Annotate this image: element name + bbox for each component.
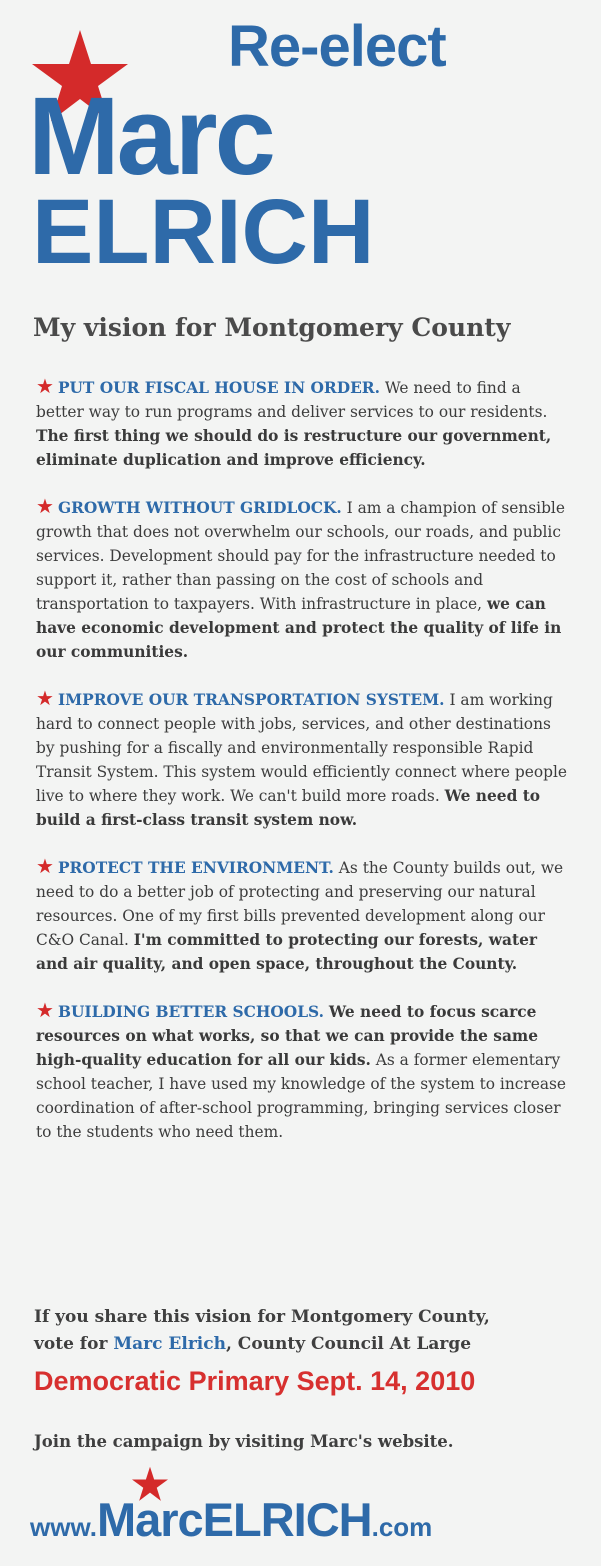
plank-environment bbox=[36, 856, 570, 976]
plank-text: I am a champion of sensible growth that does not overwhelm our schools, our roads, and public services. Development should pay for the infrastructure needed to support it, rather than passing on the cost of schools and transportation to taxpayers. With infrastructure in place, bbox=[36, 499, 565, 613]
reelect-heading: Re-elect bbox=[228, 14, 446, 79]
closing-line-1: If you share this vision for Montgomery County, bbox=[34, 1307, 490, 1327]
star-icon: ★ bbox=[36, 854, 54, 878]
plank-heading: PUT OUR FISCAL HOUSE IN ORDER. bbox=[57, 379, 380, 397]
star-icon: ★ bbox=[36, 374, 54, 398]
plank-text: As a former elementary school teacher, I have used my knowledge of the system to increase coordination of after-school programming, bringing services closer to the students who need them. bbox=[36, 1051, 567, 1141]
website-url[interactable] bbox=[30, 1492, 590, 1562]
plank-bold-text: We need to build a first-class transit system now. bbox=[36, 787, 541, 829]
plank-transportation bbox=[36, 688, 570, 832]
star-icon: ★ bbox=[36, 494, 54, 518]
plank-heading: PROTECT THE ENVIRONMENT. bbox=[57, 859, 334, 877]
primary-date: Democratic Primary Sept. 14, 2010 bbox=[34, 1366, 476, 1396]
plank-heading: GROWTH WITHOUT GRIDLOCK. bbox=[57, 499, 342, 517]
plank-bold-text: I'm committed to protecting our forests, water and air quality, and open space, throughout the County. bbox=[36, 931, 537, 973]
header bbox=[0, 0, 601, 290]
candidate-name: Marc Elrich bbox=[113, 1334, 226, 1354]
plank-bold-text: The first thing we should do is restructure our government, eliminate duplication and improve efficiency. bbox=[36, 427, 552, 469]
candidate-last-name: ELRICH bbox=[32, 181, 375, 283]
plank-schools bbox=[36, 1000, 570, 1144]
star-icon: ★ bbox=[36, 686, 54, 710]
closing-suffix: , County Council At Large bbox=[225, 1334, 472, 1354]
plank-growth bbox=[36, 496, 570, 664]
plank-text: As the County builds out, we need to do a better job of protecting and preserving our natural resources. One of my first bills prevented development along our C&O Canal. bbox=[36, 859, 564, 949]
candidate-first-name: Marc bbox=[28, 75, 273, 198]
plank-bold-text: We need to focus scarce resources on what works, so that we can provide the same high-quality education for all our kids. bbox=[36, 1003, 538, 1069]
plank-text: We need to find a better way to run programs and deliver services to our residents. bbox=[36, 379, 548, 421]
star-icon: ★ bbox=[36, 998, 54, 1022]
closing-line-2 bbox=[34, 1331, 490, 1358]
plank-heading: BUILDING BETTER SCHOOLS. bbox=[57, 1003, 324, 1021]
website-www: www. bbox=[30, 1512, 97, 1542]
plank-heading: IMPROVE OUR TRANSPORTATION SYSTEM. bbox=[57, 691, 445, 709]
plank-bold-text: we can have economic development and protect the quality of life in our communities. bbox=[36, 595, 562, 661]
vision-planks bbox=[36, 376, 570, 1168]
website-tld: .com bbox=[371, 1512, 433, 1542]
website-domain: MarcELRICH bbox=[96, 1493, 372, 1546]
join-campaign-text: Join the campaign by visiting Marc's website. bbox=[34, 1432, 454, 1451]
star-icon bbox=[131, 1466, 169, 1502]
vision-title: My vision for Montgomery County bbox=[33, 313, 511, 342]
closing-statement bbox=[34, 1304, 490, 1358]
closing-prefix: vote for bbox=[34, 1334, 114, 1354]
plank-fiscal bbox=[36, 376, 570, 472]
plank-text: I am working hard to connect people with jobs, services, and other destinations by pushing for a fiscally and environmentally responsible Rapid Transit System. This system would efficiently connect where people live to where they work. We can't build more roads. bbox=[36, 691, 567, 805]
